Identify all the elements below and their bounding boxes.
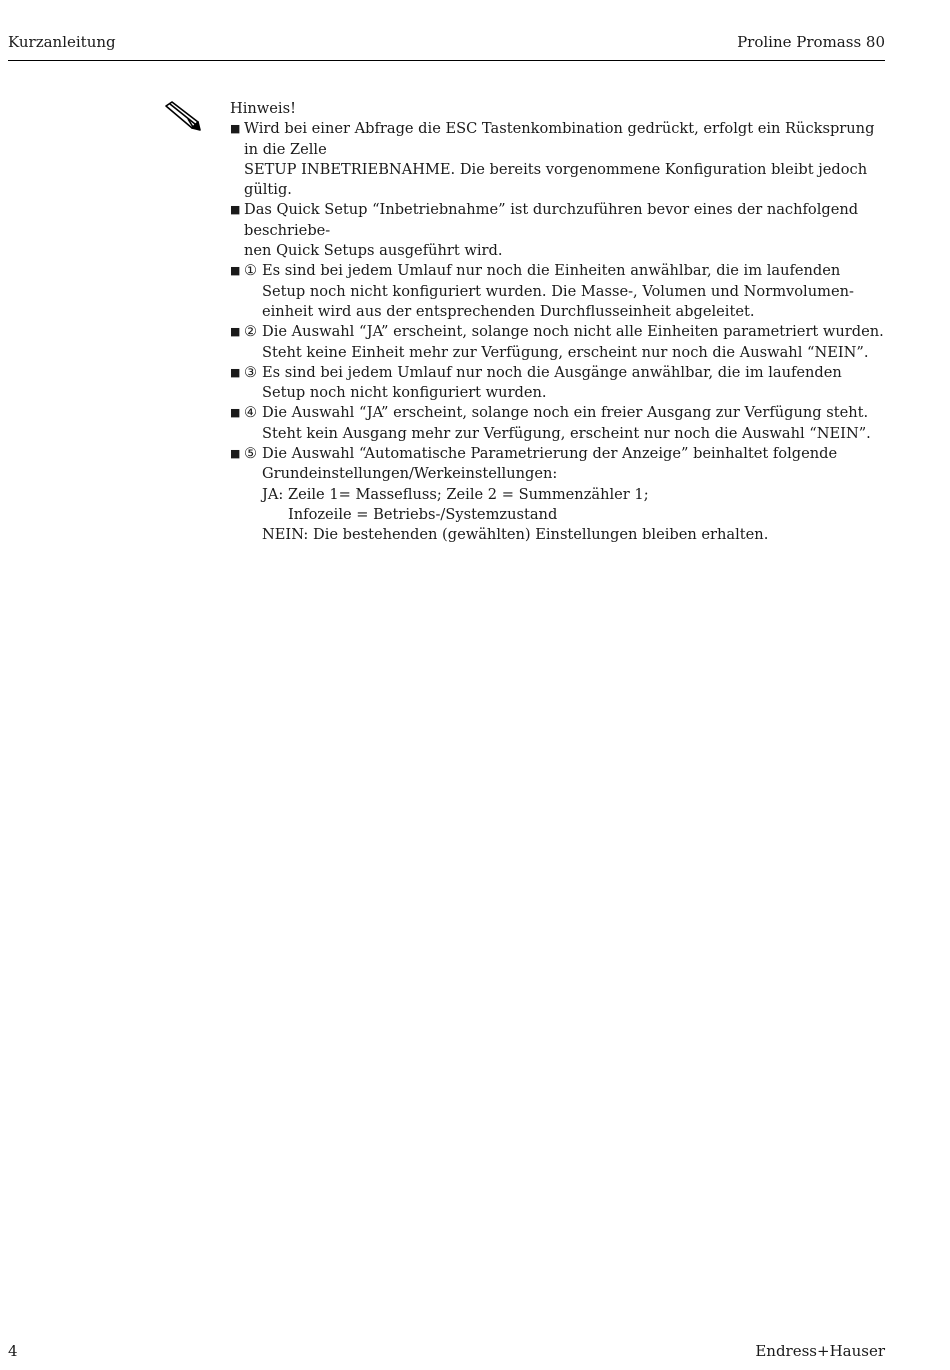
bullet-square-icon: ■	[230, 365, 241, 379]
list-item	[230, 444, 885, 545]
item-line: Das Quick Setup “Inbetriebnahme” ist durchzuführen bevor eines der nachfolgend beschriebe-	[244, 201, 859, 239]
list-item	[230, 119, 885, 200]
list-item	[230, 363, 885, 404]
item-number-marker: ④	[244, 404, 258, 422]
item-line: SETUP INBETRIEBNAHME. Die bereits vorgenommene Konfiguration bleibt jedoch gültig.	[244, 160, 868, 199]
item-number-marker: ①	[244, 262, 258, 280]
list-item	[230, 261, 885, 322]
bullet-square-icon: ■	[230, 122, 241, 136]
list-item	[230, 403, 885, 444]
pencil-note-icon	[162, 100, 202, 132]
item-number-marker: ⑤	[244, 445, 258, 463]
item-line: Die Auswahl “Automatische Parametrierung der Anzeige” beinhaltet folgende	[262, 445, 838, 463]
item-line: JA: Zeile 1= Massefluss; Zeile 2 = Summenzähler 1;	[262, 485, 649, 503]
item-line: Wird bei einer Abfrage die ESC Tastenkombination gedrückt, erfolgt ein Rücksprung in die Zelle	[244, 120, 875, 158]
header-product-name: Proline Promass 80	[737, 33, 885, 51]
header-section-title: Kurzanleitung	[8, 33, 116, 51]
item-line: Es sind bei jedem Umlauf nur noch die Ausgänge anwählbar, die im laufenden	[262, 363, 842, 381]
item-number-marker: ②	[244, 323, 258, 341]
item-line: nen Quick Setups ausgeführt wird.	[244, 242, 503, 260]
item-line: Steht kein Ausgang mehr zur Verfügung, erscheint nur noch die Auswahl “NEIN”.	[262, 424, 871, 442]
bullet-square-icon: ■	[230, 264, 241, 278]
bullet-square-icon: ■	[230, 203, 241, 217]
item-line: NEIN: Die bestehenden (gewählten) Einstellungen bleiben erhalten.	[262, 526, 769, 544]
page-number: 4	[8, 1342, 18, 1360]
note-block	[230, 99, 885, 546]
item-line: Steht keine Einheit mehr zur Verfügung, erscheint nur noch die Auswahl “NEIN”.	[262, 343, 869, 361]
item-number-marker: ③	[244, 363, 258, 381]
note-title: Hinweis!	[230, 100, 296, 117]
brand-name: Endress+Hauser	[755, 1342, 885, 1360]
item-line: Die Auswahl “JA” erscheint, solange noch ein freier Ausgang zur Verfügung steht.	[262, 404, 869, 422]
item-line: einheit wird aus der entsprechenden Durchflusseinheit abgeleitet.	[262, 302, 755, 320]
item-line: Grundeinstellungen/Werkeinstellungen:	[262, 465, 558, 483]
item-line: Setup noch nicht konfiguriert wurden. Die Masse-, Volumen und Normvolumen-	[262, 282, 854, 300]
item-line: Es sind bei jedem Umlauf nur noch die Einheiten anwählbar, die im laufenden	[262, 262, 841, 280]
item-line: Die Auswahl “JA” erscheint, solange noch nicht alle Einheiten parametriert wurden.	[262, 323, 884, 341]
bullet-square-icon: ■	[230, 406, 241, 420]
list-item	[230, 200, 885, 261]
note-list	[230, 119, 885, 545]
bullet-square-icon: ■	[230, 325, 241, 339]
header-divider	[8, 60, 885, 61]
item-line: Setup noch nicht konfiguriert wurden.	[262, 384, 547, 402]
item-line: Infozeile = Betriebs-/Systemzustand	[288, 505, 558, 523]
bullet-square-icon: ■	[230, 447, 241, 461]
list-item	[230, 322, 885, 363]
